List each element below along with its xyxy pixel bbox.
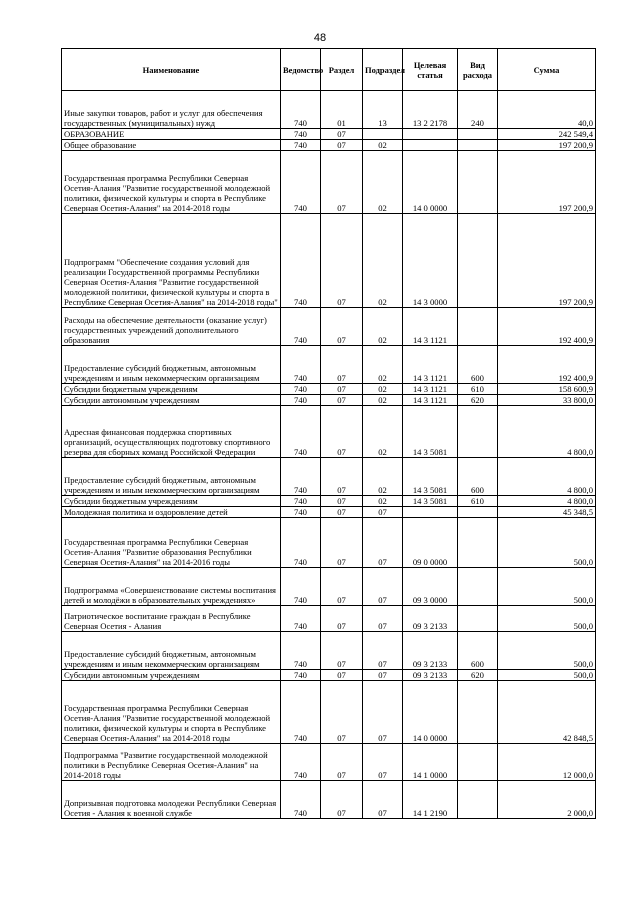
cell-type: 620 (458, 395, 498, 406)
table-row (62, 129, 596, 140)
cell-dept: 740 (281, 507, 321, 518)
table-row (62, 568, 596, 606)
table-body (62, 91, 596, 819)
cell-subsection: 13 (363, 91, 403, 129)
table-row (62, 744, 596, 781)
cell-type (458, 129, 498, 140)
cell-section: 07 (321, 140, 363, 151)
cell-subsection: 07 (363, 670, 403, 681)
cell-dept: 740 (281, 406, 321, 458)
cell-name: Общее образование (62, 140, 281, 151)
cell-dept: 740 (281, 670, 321, 681)
cell-target: 14 3 5081 (403, 496, 458, 507)
cell-type: 600 (458, 346, 498, 384)
cell-type (458, 681, 498, 744)
cell-subsection (363, 129, 403, 140)
header-target: Целевая статья (403, 49, 458, 91)
cell-target: 13 2 2178 (403, 91, 458, 129)
cell-target: 09 3 2133 (403, 606, 458, 632)
cell-name: Государственная программа Республики Северная Осетия-Алания "Развитие образования Республики Северная Осетия-Алания" на 2014-2016 годы (62, 518, 281, 568)
cell-sum: 242 549,4 (498, 129, 596, 140)
cell-subsection: 02 (363, 395, 403, 406)
cell-name: Иные закупки товаров, работ и услуг для обеспечения государственных (муниципальных) нужд (62, 91, 281, 129)
cell-name: Субсидии автономным учреждениям (62, 670, 281, 681)
table-row (62, 681, 596, 744)
cell-type: 620 (458, 670, 498, 681)
cell-target: 14 3 0000 (403, 214, 458, 308)
cell-section: 07 (321, 606, 363, 632)
cell-target: 14 0 0000 (403, 151, 458, 214)
cell-dept: 740 (281, 458, 321, 496)
cell-sum: 500,0 (498, 632, 596, 670)
cell-section: 07 (321, 214, 363, 308)
cell-target: 09 3 2133 (403, 632, 458, 670)
cell-subsection: 07 (363, 632, 403, 670)
cell-sum: 4 800,0 (498, 458, 596, 496)
cell-sum: 158 600,9 (498, 384, 596, 395)
table-row (62, 781, 596, 819)
cell-type (458, 406, 498, 458)
cell-type (458, 606, 498, 632)
cell-section: 07 (321, 395, 363, 406)
cell-type (458, 507, 498, 518)
cell-type (458, 781, 498, 819)
table-row (62, 458, 596, 496)
cell-subsection: 07 (363, 606, 403, 632)
cell-sum: 33 800,0 (498, 395, 596, 406)
cell-subsection: 07 (363, 681, 403, 744)
cell-name: Патриотическое воспитание граждан в Республике Северная Осетия - Алания (62, 606, 281, 632)
cell-type (458, 214, 498, 308)
cell-subsection: 02 (363, 214, 403, 308)
cell-sum: 45 348,5 (498, 507, 596, 518)
cell-dept: 740 (281, 781, 321, 819)
cell-dept: 740 (281, 384, 321, 395)
header-dept: Ведомство (281, 49, 321, 91)
cell-section: 07 (321, 129, 363, 140)
cell-name: ОБРАЗОВАНИЕ (62, 129, 281, 140)
cell-dept: 740 (281, 518, 321, 568)
header-subsection: Подраздел (363, 49, 403, 91)
cell-target: 09 3 2133 (403, 670, 458, 681)
cell-subsection: 07 (363, 518, 403, 568)
cell-subsection: 07 (363, 781, 403, 819)
cell-target: 09 0 0000 (403, 518, 458, 568)
cell-name: Подпрограмма «Совершенствование системы воспитания детей и молодёжи в образовательных учреждениях» (62, 568, 281, 606)
cell-target: 09 3 0000 (403, 568, 458, 606)
cell-type (458, 744, 498, 781)
cell-name: Подпрограмма "Развитие государственной молодежной политики в Республике Северная Осетия-Алания" на 2014-2018 годы (62, 744, 281, 781)
table-header-row (62, 49, 596, 91)
cell-type (458, 140, 498, 151)
cell-target: 14 3 5081 (403, 406, 458, 458)
cell-section: 07 (321, 151, 363, 214)
cell-name: Предоставление субсидий бюджетным, автономным учреждениям и иным некоммерческим организациям (62, 632, 281, 670)
cell-target (403, 140, 458, 151)
cell-section: 07 (321, 744, 363, 781)
table-row (62, 670, 596, 681)
table-row (62, 346, 596, 384)
cell-section: 07 (321, 568, 363, 606)
cell-subsection: 02 (363, 496, 403, 507)
cell-target: 14 3 1121 (403, 384, 458, 395)
cell-name: Расходы на обеспечение деятельности (оказание услуг) государственных учреждений дополнительного образования (62, 308, 281, 346)
cell-section: 07 (321, 781, 363, 819)
page-number: 48 (313, 32, 327, 44)
cell-dept: 740 (281, 214, 321, 308)
cell-sum: 500,0 (498, 606, 596, 632)
cell-dept: 740 (281, 129, 321, 140)
cell-type: 610 (458, 384, 498, 395)
cell-type (458, 151, 498, 214)
cell-name: Государственная программа Республики Северная Осетия-Алания "Развитие государственной молодежной политики, физической культуры и спорта в Республике Северная Осетия-Алания" на 2014-2018 годы (62, 681, 281, 744)
cell-name: Предоставление субсидий бюджетным, автономным учреждениям и иным некоммерческим организациям (62, 346, 281, 384)
cell-target (403, 129, 458, 140)
cell-sum: 197 200,9 (498, 140, 596, 151)
cell-dept: 740 (281, 496, 321, 507)
cell-sum: 40,0 (498, 91, 596, 129)
header-sum: Сумма (498, 49, 596, 91)
cell-subsection: 07 (363, 744, 403, 781)
cell-name: Субсидии автономным учреждениям (62, 395, 281, 406)
cell-subsection: 02 (363, 346, 403, 384)
cell-sum: 500,0 (498, 670, 596, 681)
cell-dept: 740 (281, 568, 321, 606)
table-row (62, 151, 596, 214)
cell-target: 14 0 0000 (403, 681, 458, 744)
header-type: Вид расхода (458, 49, 498, 91)
cell-target: 14 3 1121 (403, 308, 458, 346)
cell-name: Предоставление субсидий бюджетным, автономным учреждениям и иным некоммерческим организациям (62, 458, 281, 496)
cell-sum: 197 200,9 (498, 151, 596, 214)
cell-subsection: 02 (363, 140, 403, 151)
cell-target: 14 1 0000 (403, 744, 458, 781)
table-row (62, 406, 596, 458)
header-section: Раздел (321, 49, 363, 91)
cell-target: 14 1 2190 (403, 781, 458, 819)
cell-sum: 4 800,0 (498, 406, 596, 458)
cell-type: 600 (458, 632, 498, 670)
cell-section: 07 (321, 507, 363, 518)
cell-dept: 740 (281, 632, 321, 670)
cell-name: Молодежная политика и оздоровление детей (62, 507, 281, 518)
cell-dept: 740 (281, 140, 321, 151)
cell-subsection: 02 (363, 406, 403, 458)
cell-section: 07 (321, 632, 363, 670)
cell-dept: 740 (281, 681, 321, 744)
cell-sum: 2 000,0 (498, 781, 596, 819)
table-row (62, 606, 596, 632)
table-row (62, 91, 596, 129)
cell-type (458, 518, 498, 568)
cell-sum: 192 400,9 (498, 308, 596, 346)
table-row (62, 140, 596, 151)
cell-sum: 500,0 (498, 568, 596, 606)
cell-section: 07 (321, 384, 363, 395)
cell-type: 240 (458, 91, 498, 129)
cell-section: 07 (321, 518, 363, 568)
cell-dept: 740 (281, 395, 321, 406)
cell-sum: 192 400,9 (498, 346, 596, 384)
cell-dept: 740 (281, 346, 321, 384)
table-row (62, 507, 596, 518)
cell-section: 07 (321, 681, 363, 744)
cell-subsection: 07 (363, 568, 403, 606)
cell-dept: 740 (281, 91, 321, 129)
cell-section: 07 (321, 346, 363, 384)
cell-sum: 4 800,0 (498, 496, 596, 507)
cell-name: Адресная финансовая поддержка спортивных организаций, осуществляющих подготовку спортивного резерва для сборных команд Российской Федерации (62, 406, 281, 458)
cell-type (458, 308, 498, 346)
cell-subsection: 02 (363, 151, 403, 214)
cell-dept: 740 (281, 151, 321, 214)
table-row (62, 518, 596, 568)
cell-section: 07 (321, 308, 363, 346)
cell-name: Субсидии бюджетным учреждениям (62, 496, 281, 507)
cell-sum: 500,0 (498, 518, 596, 568)
cell-section: 07 (321, 458, 363, 496)
cell-dept: 740 (281, 744, 321, 781)
cell-target: 14 3 1121 (403, 346, 458, 384)
table-row (62, 632, 596, 670)
cell-type: 610 (458, 496, 498, 507)
cell-target (403, 507, 458, 518)
cell-type (458, 568, 498, 606)
cell-section: 01 (321, 91, 363, 129)
cell-section: 07 (321, 406, 363, 458)
cell-type: 600 (458, 458, 498, 496)
cell-subsection: 02 (363, 458, 403, 496)
cell-sum: 42 848,5 (498, 681, 596, 744)
cell-subsection: 02 (363, 308, 403, 346)
cell-subsection: 07 (363, 507, 403, 518)
cell-sum: 197 200,9 (498, 214, 596, 308)
table-row (62, 308, 596, 346)
cell-dept: 740 (281, 606, 321, 632)
cell-name: Подпрограмм "Обеспечение создания условий для реализации Государственной программы Республики Северная Осетия-Алания "Развитие государственной молодежной политики, физической культуры и спорта в Республике Северная Осетия-Алания" на 2014-2018 годы" (62, 214, 281, 308)
cell-section: 07 (321, 670, 363, 681)
cell-name: Государственная программа Республики Северная Осетия-Алания "Развитие государственной молодежной политики, физической культуры и спорта в Республике Северная Осетия-Алания" на 2014-2018 годы (62, 151, 281, 214)
table-row (62, 214, 596, 308)
table-row (62, 496, 596, 507)
cell-name: Допризывная подготовка молодежи Республики Северная Осетия - Алания к военной службе (62, 781, 281, 819)
header-name: Наименование (62, 49, 281, 91)
cell-name: Субсидии бюджетным учреждениям (62, 384, 281, 395)
budget-table (61, 48, 596, 819)
cell-subsection: 02 (363, 384, 403, 395)
cell-target: 14 3 5081 (403, 458, 458, 496)
cell-dept: 740 (281, 308, 321, 346)
cell-target: 14 3 1121 (403, 395, 458, 406)
table-row (62, 384, 596, 395)
cell-sum: 12 000,0 (498, 744, 596, 781)
cell-section: 07 (321, 496, 363, 507)
table-row (62, 395, 596, 406)
